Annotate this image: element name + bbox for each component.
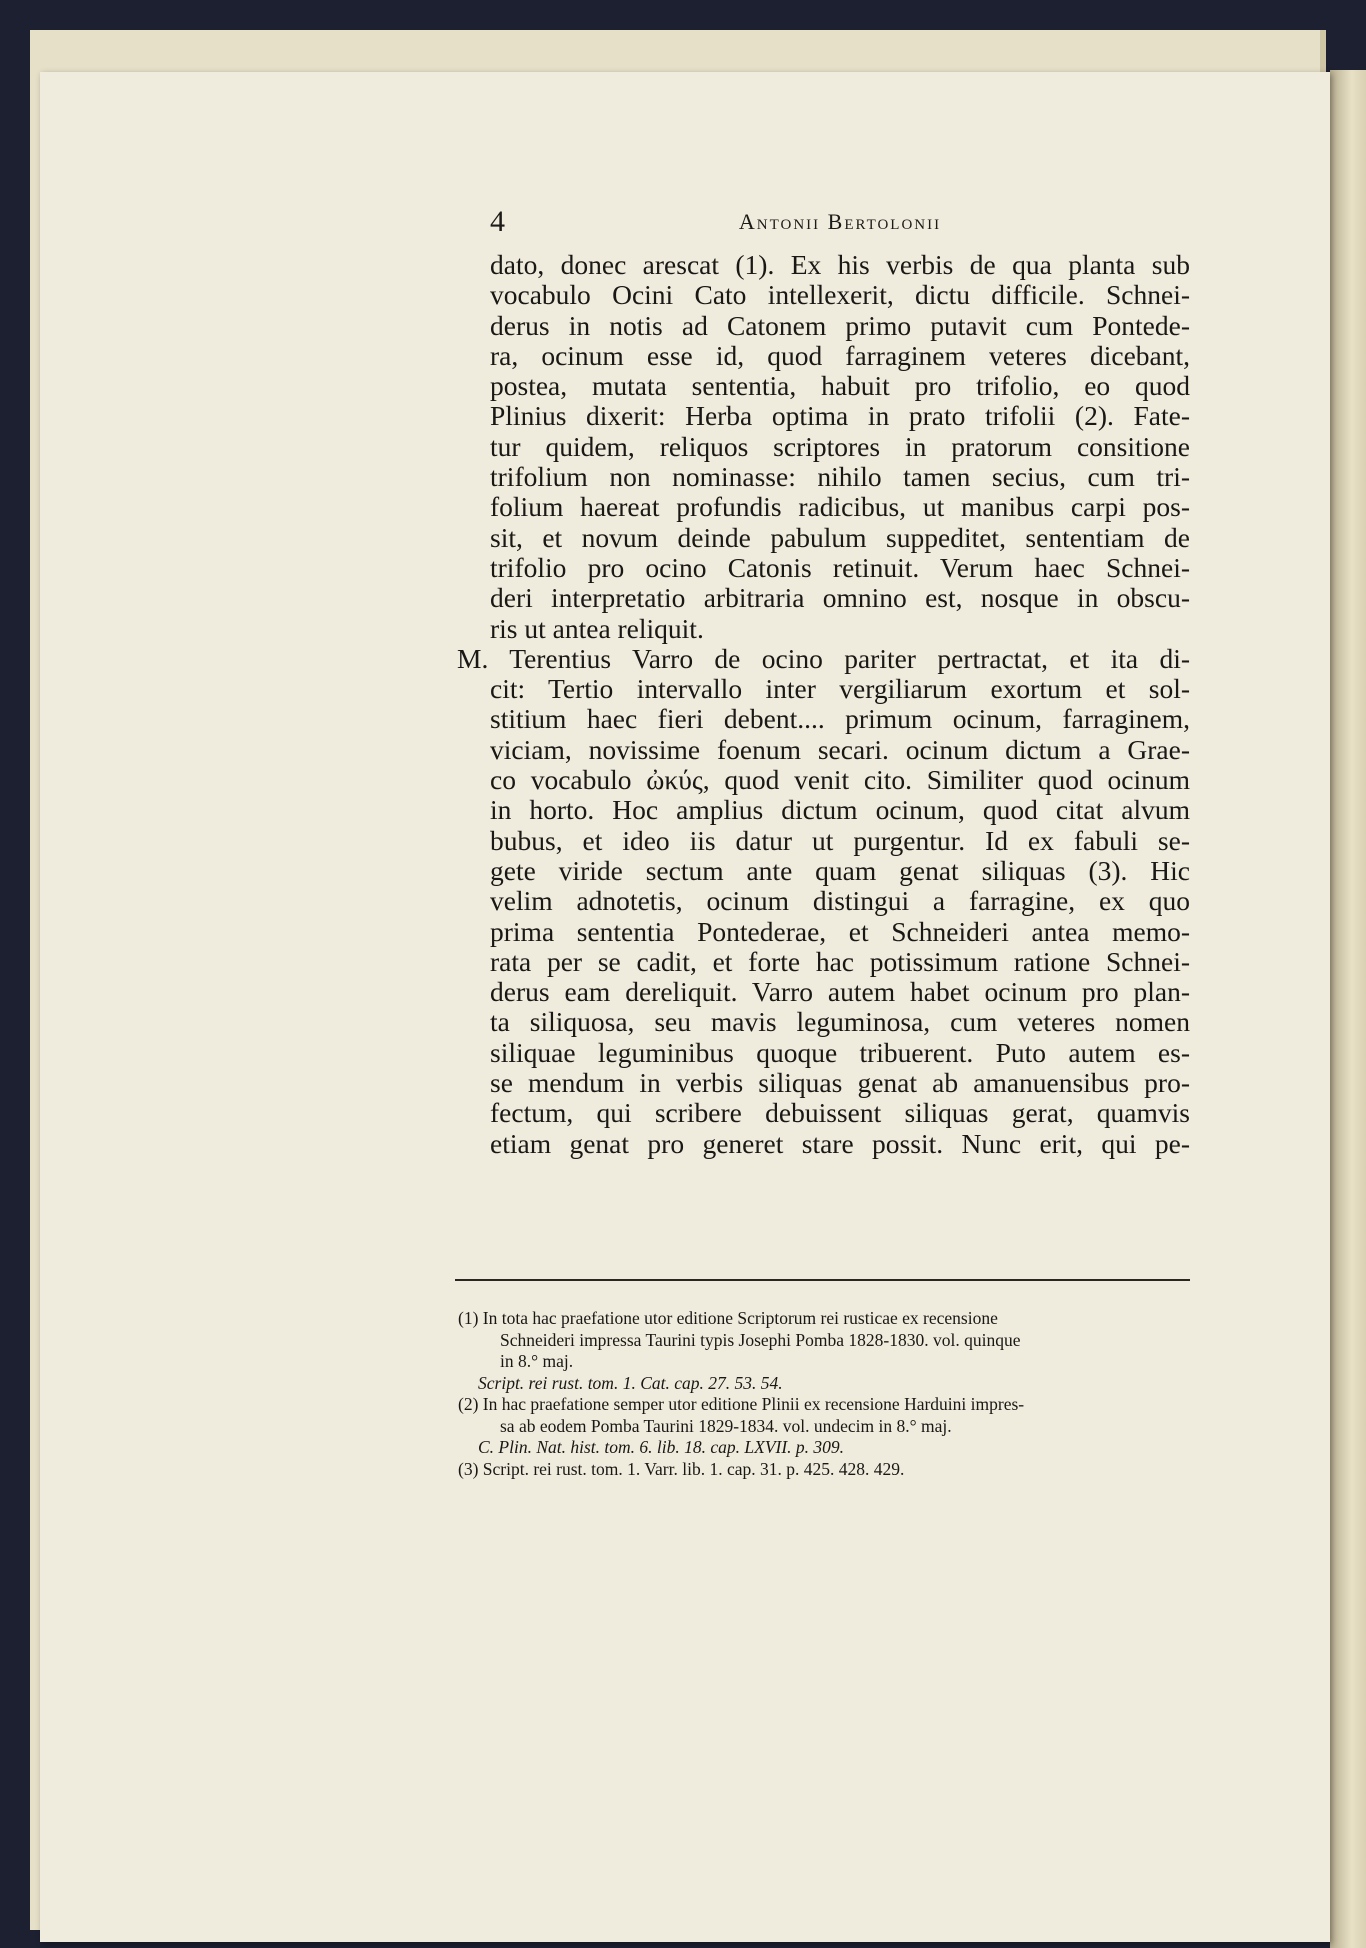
text-line: se mendum in verbis siliquas genat ab amanuensibus pro- xyxy=(490,1068,1190,1099)
text-line: siliquae leguminibus quoque tribuerent. Puto autem es- xyxy=(490,1037,1190,1068)
text-line: sit, et novum deinde pabulum suppeditet, sententiam de xyxy=(490,522,1190,553)
text-line: deri interpretatio arbitraria omnino est, nosque in obscu- xyxy=(490,583,1190,614)
text-line: trifolium non nominasse: nihilo tamen secius, cum tri- xyxy=(490,462,1190,493)
footnote-line: sa ab eodem Pomba Taurini 1829-1834. vol. undecim in 8.° maj. xyxy=(500,1415,952,1436)
body-text xyxy=(457,250,1190,1159)
footnote-reference: C. Plin. Nat. hist. tom. 6. lib. 18. cap. LXVII. p. 309. xyxy=(478,1437,845,1457)
text-line: gete viride sectum ante quam genat siliquas (3). Hic xyxy=(490,855,1190,886)
footnote-line: (1) In tota hac praefatione utor editione Scriptorum rei rusticae ex recensione xyxy=(458,1308,998,1328)
text-line: M. Terentius Varro de ocino pariter pertractat, et ita di- xyxy=(457,643,1190,674)
footnote-rule xyxy=(455,1279,1190,1281)
text-line: bubus, et ideo iis datur ut purgentur. Id ex fabuli se- xyxy=(490,825,1190,856)
text-line: velim adnotetis, ocinum distingui a farragine, ex quo xyxy=(490,886,1190,917)
text-line: folium haereat profundis radicibus, ut manibus carpi pos- xyxy=(490,492,1190,523)
footnotes xyxy=(458,1308,1190,1480)
text-line: trifolio pro ocino Catonis retinuit. Verum haec Schnei- xyxy=(490,552,1190,583)
text-line: ra, ocinum esse id, quod farraginem veteres dicebant, xyxy=(490,340,1190,371)
footnote-line: Schneideri impressa Taurini typis Josephi Pomba 1828-1830. vol. quinque xyxy=(500,1329,1021,1350)
footnote-reference: Script. rei rust. tom. 1. Cat. cap. 27. 53. 54. xyxy=(478,1372,783,1393)
text-line: rata per se cadit, et forte hac potissimum ratione Schnei- xyxy=(490,946,1190,977)
page-number: 4 xyxy=(490,205,505,238)
text-line: dato, donec arescat (1). Ex his verbis de qua planta sub xyxy=(490,250,1190,280)
running-head: Antonii Bertolonii xyxy=(738,209,942,234)
text-line: prima sententia Pontederae, et Schneideri antea memo- xyxy=(490,916,1190,947)
text-line: Plinius dixerit: Herba optima in prato trifolii (2). Fate- xyxy=(490,401,1190,432)
footnote-line: in 8.° maj. xyxy=(500,1351,574,1371)
footnote-line: (3) Script. rei rust. tom. 1. Varr. lib. 1. cap. 31. p. 425. 428. 429. xyxy=(458,1458,905,1479)
text-line: vocabulo Ocini Cato intellexerit, dictu difficile. Schnei- xyxy=(490,280,1190,311)
text-line: derus in notis ad Catonem primo putavit cum Pontede- xyxy=(490,310,1190,341)
text-line: stitium haec fieri debent.... primum ocinum, farraginem, xyxy=(490,704,1190,735)
text-line: derus eam dereliquit. Varro autem habet ocinum pro plan- xyxy=(490,977,1190,1008)
footnote-line: (2) In hac praefatione semper utor editione Plinii ex recensione Harduini impres- xyxy=(458,1394,1025,1414)
text-line: ris ut antea reliquit. xyxy=(490,613,704,644)
text-line: viciam, novissime foenum secari. ocinum dictum a Grae- xyxy=(490,734,1190,765)
page-header xyxy=(490,205,1190,245)
text-line: cit: Tertio intervallo inter vergiliarum exortum et sol- xyxy=(490,674,1190,705)
text-line: in horto. Hoc amplius dictum ocinum, quod citat alvum xyxy=(490,795,1190,826)
text-line: tur quidem, reliquos scriptores in pratorum consitione xyxy=(490,431,1190,462)
text-line: co vocabulo ὠκύς, quod venit cito. Similiter quod ocinum xyxy=(490,765,1190,796)
text-line: etiam genat pro generet stare possit. Nunc erit, qui pe- xyxy=(490,1128,1190,1159)
text-line: fectum, qui scribere debuissent siliquas gerat, quamvis xyxy=(490,1098,1190,1129)
text-line: postea, mutata sententia, habuit pro trifolio, eo quod xyxy=(490,371,1190,402)
text-line: ta siliquosa, seu mavis leguminosa, cum veteres nomen xyxy=(490,1007,1190,1038)
adjacent-page-edge xyxy=(1330,70,1366,1948)
